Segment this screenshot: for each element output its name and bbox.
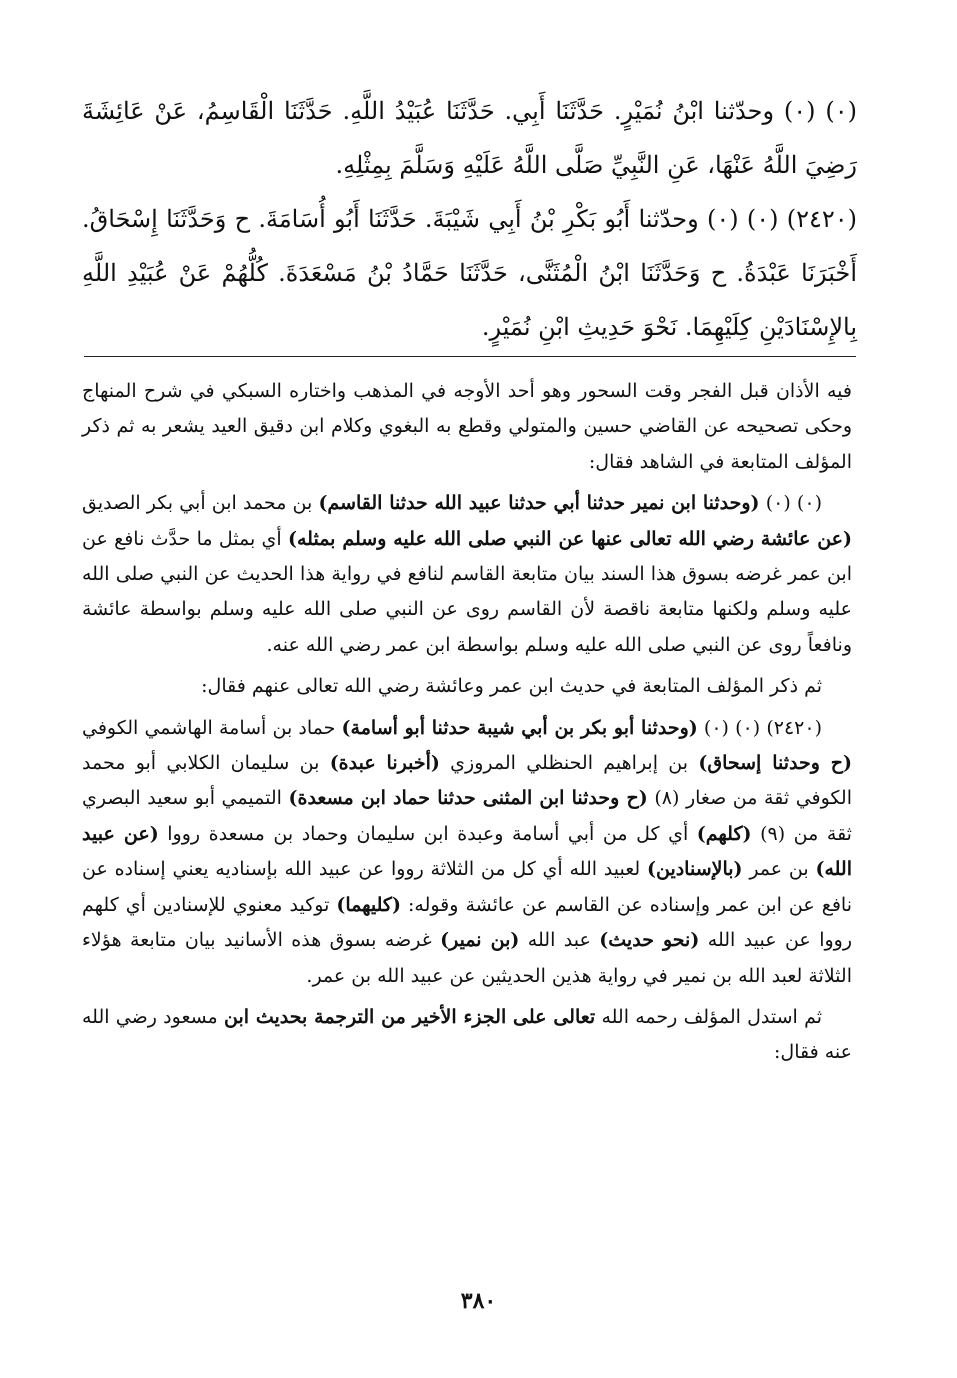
matn-quote: (وحدثنا أبو بكر بن أبي شيبة حدثنا أبو أسامة) [341,716,698,739]
commentary-paragraph-2 [82,486,852,663]
matn-quote: (كليهما) [336,893,401,916]
commentary-text: عبد الله [527,929,591,952]
matn-quote: (بالإسنادين) [646,858,743,881]
commentary-text: غرضه بسوق هذه الأسانيد بيان متابعة هؤلاء الثلاثة لعبد الله بن نمير في رواية هذين الحديثين عن عبيد الله بن عمر. [82,929,852,987]
hadith-paragraph-2: (٢٤٢٠) (٠) (٠) وحدّثنا أَبُو بَكْرِ بْنُ أَبِي شَيْبَةَ. حَدَّثَنَا أَبُو أُسَامَةَ. ح وَحَدَّثَنَا إِسْحَاقُ. أَخْبَرَنَا عَبْدَةُ. ح وَحَدَّثَنَا ابْنُ الْمُثَنَّى، حَدَّثَنَا حَمَّادُ بْنُ مَسْعَدَةَ. كُلُّهُمْ عَنْ عُبَيْدِ اللَّهِ بِالإِسْنَادَيْنِ كِلَيْهِمَا. نَحْوَ حَدِيثِ ابْنِ نُمَيْرٍ. [82,205,858,341]
hadith-number: (٢٤٢٠) (٠) (٠) [703,716,822,739]
matn-quote: (وحدثنا ابن نمير حدثنا أبي حدثنا عبيد الله حدثنا القاسم) [318,492,760,515]
matn-quote: (عن عائشة رضي الله تعالى عنها عن النبي صلى الله عليه وسلم بمثله) [288,527,853,550]
commentary-text: بن عمر [749,858,809,881]
matn-quote: (ح وحدثنا ابن المثنى حدثنا حماد ابن مسعدة) [288,787,648,810]
hadith-paragraph-1: (٠) (٠) وحدّثنا ابْنُ نُمَيْرٍ. حَدَّثَنَا أَبِي. حَدَّثَنَا عُبَيْدُ اللَّهِ. حَدَّثَنَا الْقَاسِمُ، عَنْ عَائِشَةَ رَضِيَ اللَّهُ عَنْهَا، عَنِ النَّبِيِّ صَلَّى اللَّهُ عَلَيْهِ وَسَلَّمَ بِمِثْلِهِ. [82,97,858,179]
commentary-text: لعبيد الله أي كل من الثلاثة رووا عن عبيد الله بإسناديه يعني إسناده عن نافع عن ابن عمر وإسناده عن القاسم عن عائشة وقوله: [82,858,852,916]
commentary-block [82,374,852,1077]
commentary-paragraph-5 [82,1000,852,1071]
commentary-text: بن سليمان الكلابي أبو محمد الكوفي ثقة من صغار (٨) [82,752,852,810]
commentary-text: حماد بن أسامة الهاشمي الكوفي [82,716,336,739]
footnote-divider [84,356,856,357]
commentary-paragraph-3: ثم ذكر المؤلف المتابعة في حديث ابن عمر وعائشة رضي الله تعالى عنهم فقال: [201,675,822,698]
commentary-text: بن محمد ابن أبي بكر الصديق [82,492,313,515]
matn-quote: (نحو حديث) [599,929,700,952]
matn-quote: (كلهم) [696,822,752,845]
commentary-text: ثم استدل المؤلف رحمه الله [601,1005,823,1028]
commentary-paragraph-1: فيه الأذان قبل الفجر وقت السحور وهو أحد الأوجه في المذهب واختاره السبكي في شرح المنهاج وحكى تصحيحه عن القاضي حسين والمتولي وقطع به البغوي وكلام ابن دقيق العيد يشعر به ثم ذكر المؤلف المتابعة في الشاهد فقال: [82,380,852,473]
emphasis-text: تعالى على الجزء الأخير من الترجمة بحديث ابن [224,1005,596,1028]
commentary-paragraph-4 [82,711,852,994]
hadith-text-block [82,84,857,354]
commentary-text: التميمي أبو سعيد البصري ثقة من (٩) [82,787,852,845]
commentary-text: أي كل من أبي أسامة وعبدة ابن سليمان وحماد بن مسعدة رووا [167,822,689,845]
matn-quote: (أخبرنا عبدة) [329,752,440,775]
matn-quote: (ح وحدثنا إسحاق) [698,752,853,775]
commentary-text: أي بمثل ما حدَّث نافع عن ابن عمر غرضه بسوق هذا السند بيان متابعة القاسم لنافع في رواية هذا الحديث عن النبي صلى الله عليه وسلم ولكنها متابعة ناقصة لأن القاسم روى عن النبي صلى الله عليه وسلم بواسطة عائشة ونافعاً روى عن النبي صلى الله عليه وسلم بواسطة ابن عمر رضي الله عنه. [82,527,852,656]
matn-quote: (بن نمير) [440,929,520,952]
page-number: ٣٨٠ [460,1288,497,1314]
commentary-text: توكيد معنوي للإسنادين أي كلهم رووا عن عبيد الله [82,893,853,952]
commentary-text: بن إبراهيم الحنظلي المروزي [450,752,689,775]
commentary-text: مسعود رضي الله عنه فقال: [82,1005,852,1064]
hadith-number: (٠) (٠) [765,492,822,515]
matn-quote: (عن عبيد الله) [82,822,852,881]
